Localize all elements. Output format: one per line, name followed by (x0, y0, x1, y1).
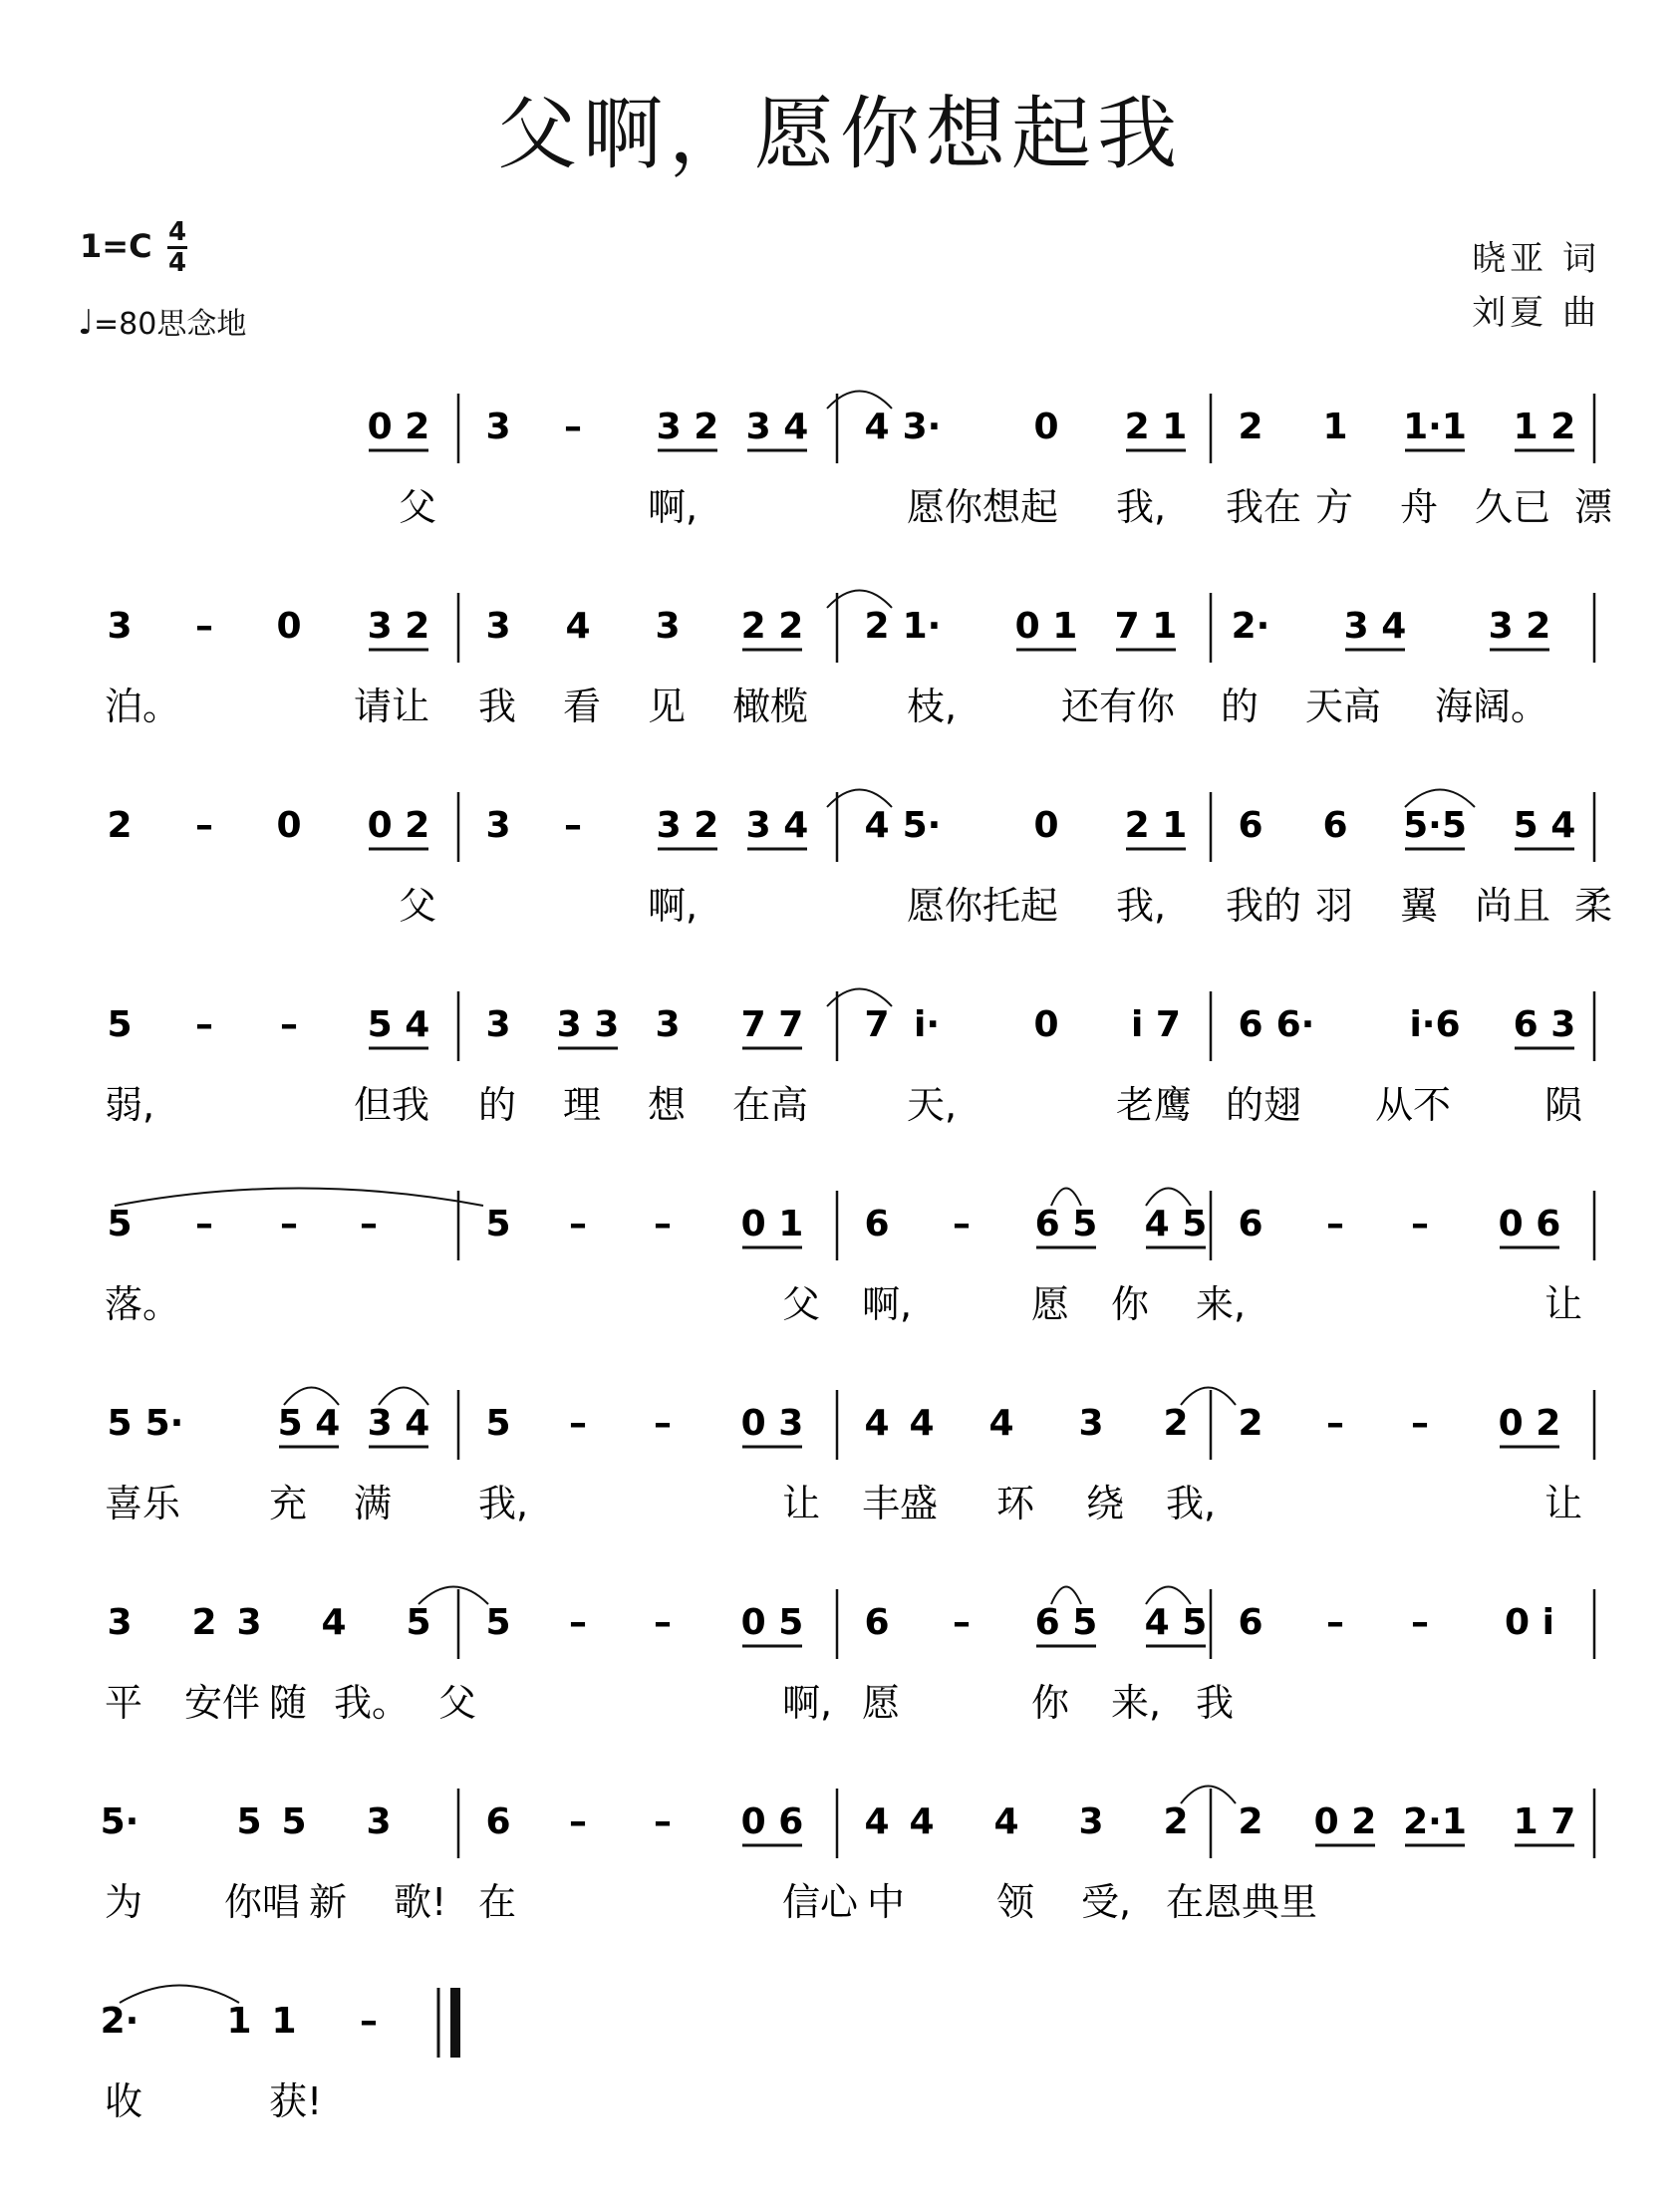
score-note: 3· (902, 407, 942, 447)
song-title: 父啊，愿你想起我 (497, 88, 1183, 180)
lyric-syllable: 让 (1544, 1282, 1583, 1326)
score-note: 1·1 (1403, 407, 1467, 447)
score-note: – (195, 1204, 213, 1244)
score-note: 0 6 (740, 1801, 804, 1842)
score-note: 4 (993, 1801, 1019, 1842)
lyric-syllable: 我的 (1226, 884, 1302, 928)
score-note: 3 (485, 1004, 511, 1045)
slur-arc (115, 1189, 483, 1207)
lyric-syllable: 泊。 (105, 685, 181, 728)
score-note: 5· (144, 1403, 184, 1444)
lyric-syllable: 中 (867, 1880, 906, 1924)
score-note: 2 (864, 606, 890, 647)
lyric-syllable: 我, (1166, 1482, 1217, 1525)
lyric-syllable: 柔 (1574, 884, 1613, 928)
score-note: 1 (226, 2001, 252, 2042)
score-note: – (360, 2001, 378, 2042)
lyric-syllable: 让 (1544, 1482, 1583, 1525)
score-note: 3 2 (656, 407, 719, 447)
score-note: 7 (864, 1004, 890, 1045)
score-note: 5 (485, 1602, 511, 1643)
score-note: 2 (1163, 1801, 1189, 1842)
lyric-syllable: 让 (782, 1482, 821, 1525)
lyric-syllable: 平 (105, 1681, 143, 1725)
score-note: 1 (271, 2001, 297, 2042)
score-note: – (569, 1602, 587, 1643)
lyric-syllable: 在 (478, 1880, 517, 1924)
lyric-syllable: 收 (105, 2079, 143, 2123)
lyric-syllable: 我, (478, 1482, 529, 1525)
lyricist-credit: 晓亚 词 (1472, 239, 1600, 279)
lyric-syllable: 啊, (862, 1282, 913, 1326)
score-note: 4 (321, 1602, 347, 1643)
lyric-syllable: 天, (907, 1083, 958, 1127)
score-note: 6 5 (1034, 1204, 1098, 1244)
quarter-note-icon: ♩ (78, 303, 95, 343)
lyric-syllable: 见 (648, 685, 687, 728)
score-note: 2 (1238, 1403, 1263, 1444)
lyric-syllable: 你 (1031, 1681, 1070, 1725)
score-note: 4 (864, 1801, 890, 1842)
score-note: – (1411, 1403, 1429, 1444)
score-note: 3 (236, 1602, 262, 1643)
score-note: 7 1 (1114, 606, 1178, 647)
score-note: 0 (276, 606, 302, 647)
key-signature: 1=C (80, 227, 152, 265)
lyric-syllable: 在高 (732, 1083, 809, 1127)
lyric-syllable: 啊, (782, 1681, 833, 1725)
score-note: 0 2 (367, 407, 430, 447)
lyric-syllable: 父 (399, 485, 437, 529)
lyric-syllable: 喜乐 (105, 1482, 181, 1525)
score-note: 3 4 (367, 1403, 430, 1444)
score-note: 2 (107, 805, 133, 846)
lyric-syllable: 舟 (1400, 485, 1439, 529)
slur-arc (1181, 1388, 1236, 1406)
lyric-syllable: 来, (1196, 1282, 1247, 1326)
final-barline-thick (450, 1988, 460, 2058)
lyric-syllable: 环 (996, 1482, 1035, 1525)
lyric-syllable: 但我 (354, 1083, 430, 1127)
score-note: 5 (107, 1403, 133, 1444)
score-note: – (1326, 1403, 1344, 1444)
score-note: – (195, 1004, 213, 1045)
score-note: i·6 (1409, 1004, 1461, 1045)
score-note: – (195, 805, 213, 846)
lyric-syllable: 天高 (1305, 685, 1382, 728)
lyric-syllable: 我 (1196, 1681, 1235, 1725)
score-note: 3 (107, 1602, 133, 1643)
score-note: 2 1 (1124, 805, 1188, 846)
score-note: 2·1 (1403, 1801, 1467, 1842)
lyric-syllable: 羽 (1315, 884, 1354, 928)
lyric-syllable: 的 (1221, 685, 1260, 728)
score-note: 1 2 (1513, 407, 1576, 447)
score-note: 2 (1238, 1801, 1263, 1842)
score-note: – (569, 1801, 587, 1842)
lyric-syllable: 橄榄 (732, 685, 809, 728)
score-note: – (280, 1204, 298, 1244)
score-note: 3 4 (745, 805, 809, 846)
score-note: 3 (366, 1801, 392, 1842)
score-note: – (360, 1204, 378, 1244)
score-note: 0 (276, 805, 302, 846)
score-note: 0 1 (740, 1204, 804, 1244)
score-note: 7 7 (740, 1004, 804, 1045)
score-note: 0 1 (1014, 606, 1078, 647)
lyric-syllable: 随 (269, 1681, 308, 1725)
score-note: 3 (485, 805, 511, 846)
score-note: i· (913, 1004, 941, 1045)
lyric-syllable: 从不 (1375, 1083, 1452, 1127)
lyric-syllable: 看 (563, 685, 602, 728)
lyric-syllable: 在恩典里 (1166, 1880, 1318, 1924)
composer-credit: 刘夏 曲 (1472, 293, 1600, 333)
score-note: 5· (902, 805, 942, 846)
score-note: 3 (107, 606, 133, 647)
score-note: 2 (1163, 1403, 1189, 1444)
score-note: – (569, 1204, 587, 1244)
score-note: 6 5 (1034, 1602, 1098, 1643)
score-note: 5· (100, 1801, 140, 1842)
score-note: – (564, 407, 582, 447)
lyric-syllable: 绕 (1086, 1482, 1125, 1525)
score-note: – (654, 1602, 672, 1643)
score-note: 5 (107, 1204, 133, 1244)
score-note: – (953, 1602, 971, 1643)
score-note: 3 3 (556, 1004, 620, 1045)
score-note: – (1411, 1602, 1429, 1643)
score-note: 0 2 (1498, 1403, 1561, 1444)
score-note: 3 (1078, 1801, 1104, 1842)
lyric-syllable: 愿 (1031, 1282, 1070, 1326)
score-note: 0 2 (367, 805, 430, 846)
score-note: 0 (1033, 407, 1059, 447)
tempo-text: =80思念地 (94, 307, 247, 342)
score-note: – (654, 1403, 672, 1444)
score-note: 3 4 (745, 407, 809, 447)
lyric-syllable: 的 (478, 1083, 517, 1127)
score-note: 3 (485, 407, 511, 447)
lyric-syllable: 想 (648, 1083, 687, 1127)
score-note: 3 2 (367, 606, 430, 647)
lyric-syllable: 丰盛 (862, 1482, 939, 1525)
lyric-syllable: 信心 (782, 1880, 859, 1924)
score-note: 5 (107, 1004, 133, 1045)
score-note: 4 (909, 1403, 935, 1444)
score-note: 3 2 (1488, 606, 1551, 647)
score-note: 0 3 (740, 1403, 804, 1444)
score-note: 3 (655, 1004, 681, 1045)
lyric-syllable: 你 (1111, 1282, 1150, 1326)
score-note: 6 (1238, 1004, 1263, 1045)
score-note: 4 5 (1144, 1204, 1208, 1244)
score-note: 4 (864, 1403, 890, 1444)
lyric-syllable: 的翅 (1226, 1083, 1302, 1127)
time-signature-top: 4 (167, 217, 187, 247)
score-note: 6 (864, 1602, 890, 1643)
lyric-syllable: 来, (1111, 1681, 1162, 1725)
lyric-syllable: 我, (1116, 884, 1167, 928)
score-note: 2 (1238, 407, 1263, 447)
lyric-syllable: 理 (563, 1083, 602, 1127)
score-note: 1 7 (1513, 1801, 1576, 1842)
score-note: 4 5 (1144, 1602, 1208, 1643)
score-note: 2 2 (740, 606, 804, 647)
score-note: – (654, 1801, 672, 1842)
score-note: 5 (406, 1602, 431, 1643)
score-note: 5 4 (367, 1004, 430, 1045)
score-note: 6· (1275, 1004, 1315, 1045)
score-note: 2 (191, 1602, 217, 1643)
lyric-syllable: 我。 (334, 1681, 411, 1725)
lyric-syllable: 啊, (648, 884, 699, 928)
score-note: 4 (565, 606, 591, 647)
lyric-syllable: 方 (1315, 485, 1354, 529)
score-note: 4 (864, 805, 890, 846)
score-note: 0 2 (1313, 1801, 1377, 1842)
score-note: – (195, 606, 213, 647)
lyric-syllable: 歌! (394, 1880, 447, 1924)
lyric-syllable: 啊, (648, 485, 699, 529)
lyric-syllable: 翼 (1400, 884, 1439, 928)
score-note: – (569, 1403, 587, 1444)
score-note: 5 4 (277, 1403, 341, 1444)
lyric-syllable: 新 (309, 1880, 348, 1924)
lyric-syllable: 父 (782, 1282, 821, 1326)
slur-arc (1181, 1787, 1236, 1804)
score-note: 6 (1238, 805, 1263, 846)
lyric-syllable: 愿你托起 (907, 884, 1059, 928)
lyric-syllable: 父 (399, 884, 437, 928)
lyric-syllable: 久已 (1475, 485, 1551, 529)
lyric-syllable: 我, (1116, 485, 1167, 529)
lyric-syllable: 弱, (105, 1083, 155, 1127)
lyric-syllable: 愿 (862, 1681, 901, 1725)
score-note: 2· (1231, 606, 1270, 647)
lyric-syllable: 尚且 (1475, 884, 1551, 928)
lyric-syllable: 我 (478, 685, 517, 728)
lyric-syllable: 海阔。 (1435, 685, 1549, 728)
time-signature-bottom: 4 (167, 248, 187, 278)
lyric-syllable: 父 (438, 1681, 477, 1725)
score-note: – (654, 1204, 672, 1244)
score-note: – (953, 1204, 971, 1244)
score-note: 3 4 (1343, 606, 1407, 647)
score-note: 4 (864, 407, 890, 447)
score-note: 5 (485, 1403, 511, 1444)
lyric-syllable: 愿你想起 (907, 485, 1059, 529)
lyric-syllable: 充 (269, 1482, 308, 1525)
score-note: 0 i (1505, 1602, 1554, 1643)
lyric-syllable: 领 (996, 1880, 1035, 1924)
score-note: 6 (1238, 1602, 1263, 1643)
score-note: – (1326, 1204, 1344, 1244)
lyric-syllable: 落。 (105, 1282, 181, 1326)
lyric-syllable: 请让 (354, 685, 430, 728)
lyric-syllable: 还有你 (1061, 685, 1176, 728)
score-note: 0 (1033, 1004, 1059, 1045)
score-note: 0 6 (1498, 1204, 1561, 1244)
score-note: 1 (1322, 407, 1348, 447)
lyric-syllable: 老鹰 (1116, 1083, 1193, 1127)
score-note: 1· (902, 606, 942, 647)
score-note: i 7 (1131, 1004, 1181, 1045)
lyric-syllable: 枝, (907, 685, 958, 728)
score-note: 2· (100, 2001, 140, 2042)
score-note: 0 (1033, 805, 1059, 846)
lyric-syllable: 为 (105, 1880, 143, 1924)
lyric-syllable: 你唱 (224, 1880, 301, 1924)
score-note: – (564, 805, 582, 846)
lyric-syllable: 陨 (1544, 1083, 1583, 1127)
score-note: 3 (655, 606, 681, 647)
lyric-syllable: 安伴 (184, 1681, 261, 1725)
lyric-syllable: 满 (354, 1482, 393, 1525)
score-note: 5 (281, 1801, 307, 1842)
score-note: – (1326, 1602, 1344, 1643)
score-note: 0 5 (740, 1602, 804, 1643)
score-note: 6 3 (1513, 1004, 1576, 1045)
score-note: 3 (485, 606, 511, 647)
score-note: – (1411, 1204, 1429, 1244)
score-note: 5 (236, 1801, 262, 1842)
score-note: 6 (485, 1801, 511, 1842)
score-note: 5 4 (1513, 805, 1576, 846)
score-note: 2 1 (1124, 407, 1188, 447)
lyric-syllable: 漂 (1574, 485, 1613, 529)
score-note: 6 (1238, 1204, 1263, 1244)
score-note: 6 (864, 1204, 890, 1244)
score-note: 3 (1078, 1403, 1104, 1444)
lyric-syllable: 我在 (1226, 485, 1302, 529)
score-note: 4 (909, 1801, 935, 1842)
score-note: 3 2 (656, 805, 719, 846)
lyric-syllable: 受, (1081, 1880, 1132, 1924)
score-note: – (280, 1004, 298, 1045)
score-note: 5 (485, 1204, 511, 1244)
score-note: 5·5 (1403, 805, 1467, 846)
score-note: 6 (1322, 805, 1348, 846)
lyric-syllable: 获! (269, 2079, 323, 2123)
score-note: 4 (988, 1403, 1014, 1444)
